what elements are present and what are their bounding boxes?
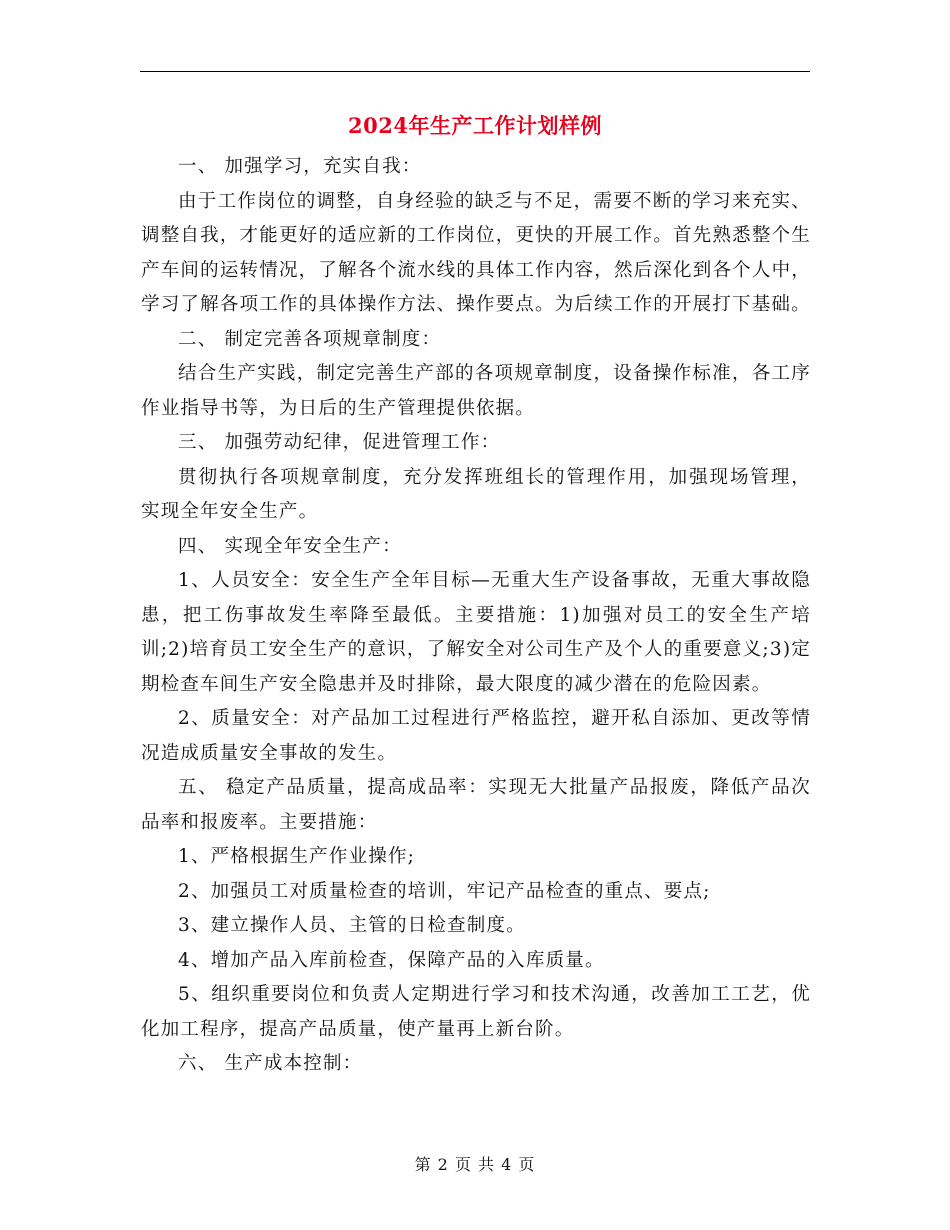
header-rule bbox=[140, 71, 810, 72]
section-heading-2: 二、 制定完善各项规章制度： bbox=[178, 328, 442, 350]
section-heading-6: 六、 生产成本控制： bbox=[178, 1053, 363, 1074]
list-item: 1、人员安全：安全生产全年目标—无重大生产设备事故，无重大事故隐患，把工伤事故发生率降至最低。主要措施：1)加强对员工的安全生产培训;2)培育员工安全生产的意识，了解安全对公司生产及个人的重要意义;3)定期检查车间生产安全隐患并及时排除，最大限度的减少潜在的危险因素。 bbox=[141, 570, 811, 695]
list-item: 3、建立操作人员、主管的日检查制度。 bbox=[178, 915, 526, 936]
list-item: 1、严格根据生产作业操作; bbox=[178, 846, 416, 867]
list-item: 2、质量安全：对产品加工过程进行严格监控，避开私自添加、更改等情况造成质量安全事故的发生。 bbox=[141, 708, 811, 764]
list-item: 4、增加产品入库前检查，保障产品的入库质量。 bbox=[178, 949, 605, 971]
paragraph: 贯彻执行各项规章制度，充分发挥班组长的管理作用，加强现场管理， 实现全年安全生产。 bbox=[141, 466, 811, 522]
section-heading-3: 三、 加强劳动纪律，促进管理工作： bbox=[178, 432, 501, 453]
document-body bbox=[141, 150, 811, 1082]
list-item: 2、加强员工对质量检查的培训，牢记产品检查的重点、要点; bbox=[178, 880, 711, 902]
document-title: 2024年生产工作计划样例 bbox=[348, 113, 602, 138]
section-heading-5: 五、 稳定产品质量，提高成品率：实现无大批量产品报废，降低产品次品率和报废率。主要措施： bbox=[141, 777, 811, 833]
section-heading-4: 四、 实现全年安全生产： bbox=[178, 535, 402, 557]
section-heading-1: 一、 加强学习，充实自我： bbox=[178, 156, 422, 177]
paragraph: 结合生产实践，制定完善生产部的各项规章制度，设备操作标准，各工序作业指导书等，为日后的生产管理提供依据。 bbox=[141, 363, 811, 419]
list-item: 5、组织重要岗位和负责人定期进行学习和技术沟通，改善加工工艺，优化加工程序，提高产品质量，使产量再上新台阶。 bbox=[141, 984, 811, 1040]
paragraph: 由于工作岗位的调整，自身经验的缺乏与不足，需要不断的学习来充实、调整自我，才能更好的适应新的工作岗位，更快的开展工作。首先熟悉整个生产车间的运转情况，了解各个流水线的具体工作内容，然后深化到各个人中，学习了解各项工作的具体操作方法、操作要点。为后续工作的开展打下基础。 bbox=[141, 190, 811, 315]
page-number-footer: 第 2 页 共 4 页 bbox=[414, 1155, 536, 1174]
